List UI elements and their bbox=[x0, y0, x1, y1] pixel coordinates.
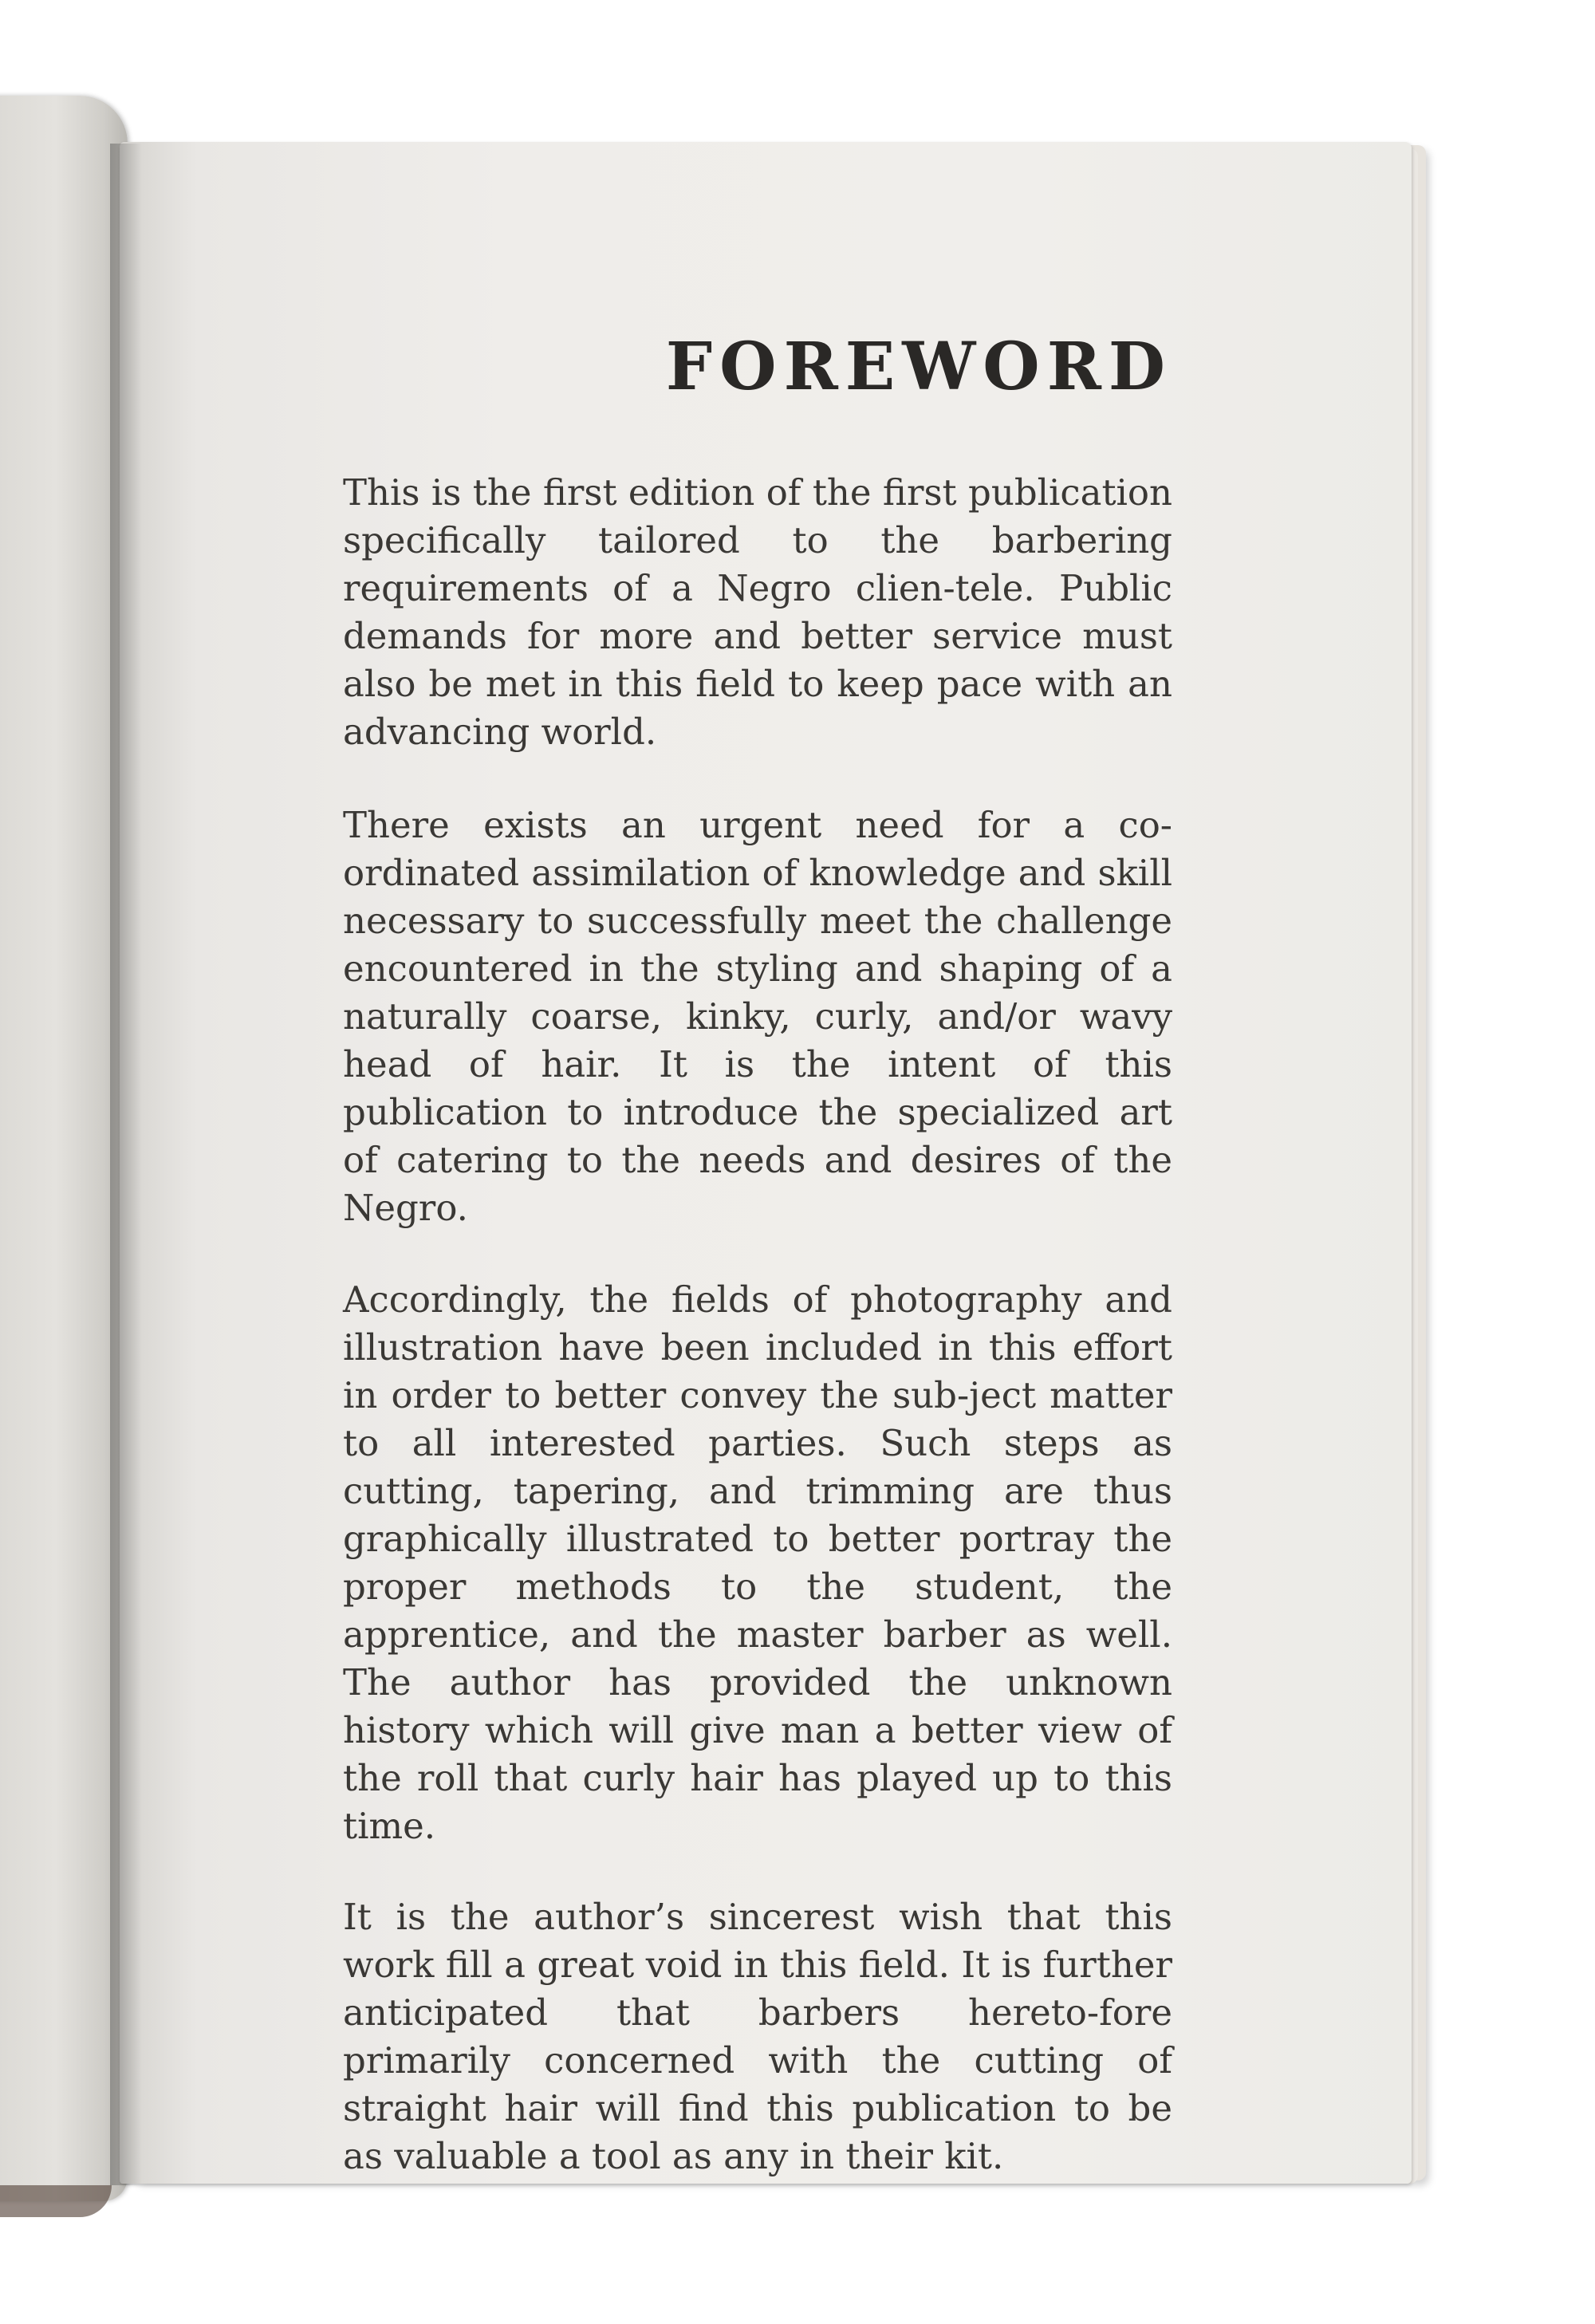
paragraph-4: It is the author’s sincerest wish that this work fill a great void in this field. It is further anticipated that barbers hereto-fore primarily concerned with the cutting of straight hair will find this publication to be as valuable a tool as any in their kit. bbox=[343, 1896, 1172, 2177]
page-title: FOREWORD bbox=[665, 329, 1172, 405]
facing-page-edge bbox=[0, 96, 128, 2201]
paragraph-3: Accordingly, the fields of photography and illustration have been included in this effort in order to better convey the sub-ject matter to all interested parties. Such steps as cutting, tapering, and trimming are thus graphically illustrated to better portray the proper methods to the student, the apprentice, and the master barber as well. The author has provided the unknown history which will give man a better view of the roll that curly hair has played up to this time. bbox=[343, 1278, 1172, 1847]
spine-shadow bbox=[110, 144, 142, 2185]
paragraph-2: There exists an urgent need for a co-ordinated assimilation of knowledge and skill necessary to successfully meet the challenge encountered in the styling and shaping of a naturally coarse, kinky, curly, and/or wavy head of hair. It is the intent of this publication to introduce the specialized art of catering to the needs and desires of the Negro. bbox=[343, 804, 1172, 1229]
paragraph-1: This is the first edition of the first publication specifically tailored to the barbering requirements of a Negro clien-tele. Public demands for more and better service must also be met in this field to keep pace with an advancing world. bbox=[343, 471, 1172, 753]
book-cover-edge bbox=[0, 2185, 112, 2217]
